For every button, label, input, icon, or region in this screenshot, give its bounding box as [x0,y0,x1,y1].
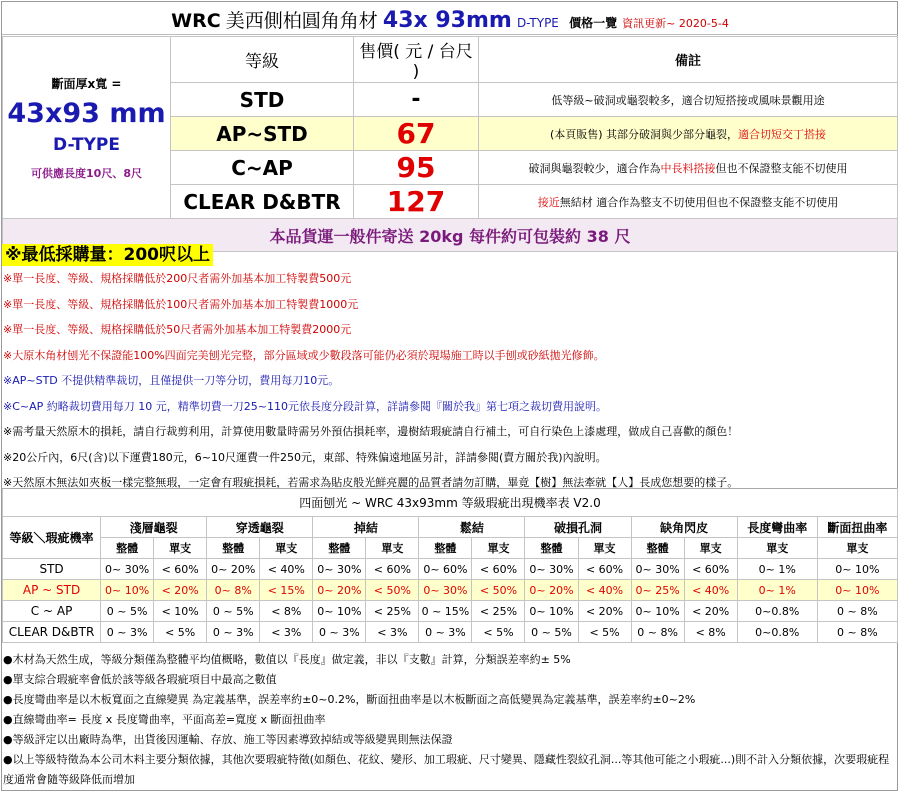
footnote-line: ●單支綜合瑕疵率會低於該等級各瑕疵項目中最高之數值 [3,673,277,686]
price-cell: 67 [354,117,479,151]
note-line: ※單一長度、等級、規格採購低於100尺者需外加基本加工特製費1000元 [3,297,359,311]
defect-row-c-ap [3,601,898,622]
rate-cell: < 20% [154,580,207,601]
note-line: ※C~AP 約略裁切費用每刀 10 元，精準切費一刀25~110元依長度分段計算，詳請參閱『關於我』第七項之裁切費用說明。 [3,399,607,413]
rate-cell: < 5% [472,622,525,643]
note-text-tail: 無結材 適合作為整支不切使用但也不保證整支能不切使用 [559,195,839,209]
rate-cell: 0~ 1% [737,580,817,601]
rate-cell: 0 ~ 5% [525,622,578,643]
footnote-line: ●以上等級特徵為本公司木料主要分類依據，其他次要瑕疵特徵(如顏色、花紋、變形、加工瑕疵、尺寸變異、隱藏性裂紋孔洞...等其他可能之小瑕疵...)則不計入分類依據，次要瑕疵程度通常會隨等級降低而增加 [3,753,890,786]
grade-cell: STD [171,83,354,117]
note-text: 破洞與龜裂較少，適合作為 [528,161,661,175]
sub-header-whole: 整體 [631,538,684,559]
rate-cell: < 40% [578,580,631,601]
footnote-line: ●長度彎曲率是以木板寬面之直線變異 為定義基準，誤差率約±0~0.2%，斷面扭曲率是以木板斷面之高低變異為定義基準，誤差率約±0~2% [3,693,696,706]
rate-cell: 0~ 60% [419,559,472,580]
rate-cell: 0~ 10% [101,580,154,601]
spec-type: D-TYPE [53,134,120,155]
note-highlight: 中長料搭接 [660,161,716,175]
note-line: ※需考量天然原木的損耗，請自行裁剪利用，計算使用數量時需另外預估損耗率，邊樹結瑕疵請自行補土，可自行染色上漆處理，做成自己喜歡的顏色！ [3,425,739,438]
rate-cell: < 25% [366,601,419,622]
rate-cell: < 25% [472,601,525,622]
sub-header-single: 單支 [578,538,631,559]
rate-cell: 0~ 25% [631,580,684,601]
rate-cell: 0 ~ 3% [207,622,260,643]
product-name: 美西側柏圓角角材 [225,10,378,32]
sub-header-single: 單支 [737,538,817,559]
price-table [2,36,898,252]
sub-header-whole: 整體 [207,538,260,559]
product-size: 43x 93mm [382,8,512,33]
rate-cell: < 10% [154,601,207,622]
spec-label: 斷面厚x寬 = [51,76,122,91]
note-text-tail: 但也不保證整支能不切使用 [715,161,848,175]
sub-header-single: 單支 [154,538,207,559]
note-highlight: 適合切短交丁搭接 [738,127,827,141]
update-date: 資訊更新~ 2020-5-4 [622,17,729,30]
note-line: ※AP~STD 不提供精準裁切，且僅提供一刀等分切，費用每刀10元。 [3,374,340,387]
sub-header-single: 單支 [260,538,313,559]
sub-header-single: 單支 [366,538,419,559]
rate-cell: 0~ 10% [313,601,366,622]
grade-cell: AP~STD [171,117,354,151]
rate-cell: 0~ 8% [207,580,260,601]
rate-cell: 0 ~ 8% [817,622,897,643]
rate-cell: < 60% [472,559,525,580]
rate-cell: 0~ 30% [631,559,684,580]
rate-cell: 0~ 20% [313,580,366,601]
note-cell [479,185,898,219]
rate-cell: 0~ 10% [631,601,684,622]
rate-cell: 0~ 30% [313,559,366,580]
footnotes [2,650,898,790]
spec-cell [3,37,171,219]
price-list-label: 價格一覽 [569,16,618,30]
group-header: 淺層龜裂 [101,517,207,538]
note-header: 備註 [479,37,898,83]
note-cell [479,151,898,185]
group-header: 破損孔洞 [525,517,631,538]
group-header: 斷面扭曲率 [817,517,897,538]
footnote-line: ●直線彎曲率= 長度 x 長度彎曲率，平面高差=寬度 x 斷面扭曲率 [3,713,326,726]
rate-cell: 0~ 30% [525,559,578,580]
note-cell [479,83,898,117]
grade-cell: C~AP [171,151,354,185]
sub-header-whole: 整體 [419,538,472,559]
sub-header-single: 單支 [472,538,525,559]
row-header: 等級＼瑕疵機率 [3,517,101,559]
rate-cell: 0~ 20% [207,559,260,580]
rate-cell: < 60% [366,559,419,580]
note-line: ※天然原木無法如夾板一樣完整無瑕，一定會有瑕疵損耗，若需求為貼皮般光鮮亮麗的品質者請勿訂購，畢竟【樹】無法牽就【人】長成您想要的樣子。 [3,476,739,489]
rate-cell: 0 ~ 8% [817,601,897,622]
defect-row-std [3,559,898,580]
grade-name: STD [3,559,101,580]
spec-lengths: 可供應長度10尺、8尺 [31,166,142,180]
rate-cell: 0~ 10% [817,580,897,601]
note-line: ※大原木角材刨光不保證能100%四面完美刨光完整，部分區域或少數段落可能仍必須於現場施工時以手刨或砂紙拋光修飾。 [3,348,605,362]
rate-cell: 0 ~ 3% [419,622,472,643]
rate-cell: < 60% [578,559,631,580]
rate-cell: < 5% [578,622,631,643]
group-header: 鬆結 [419,517,525,538]
footnote-line: ●木材為天然生成，等級分類僅為整體平均值概略，數值以『長度』做定義，非以『支數』計算，分類誤差率約± 5% [3,653,571,666]
page-title [2,2,898,35]
rate-cell: 0 ~ 3% [313,622,366,643]
group-header: 缺角閃皮 [631,517,737,538]
rate-cell: < 20% [578,601,631,622]
rate-cell: < 3% [260,622,313,643]
rate-cell: < 40% [684,580,737,601]
note-highlight: 接近 [537,195,560,209]
rate-cell: 0 ~ 15% [419,601,472,622]
rate-cell: < 50% [366,580,419,601]
rate-cell: 0~ 10% [817,559,897,580]
price-cell: 127 [354,185,479,219]
grade-name: CLEAR D&BTR [3,622,101,643]
rate-cell: 0~ 30% [419,580,472,601]
rate-cell: 0~ 30% [101,559,154,580]
grade-name: AP ~ STD [3,580,101,601]
sub-header-whole: 整體 [525,538,578,559]
defect-row-clear [3,622,898,643]
note-line: ※20公斤內，6尺(含)以下運費180元，6~10尺運費一件250元，東部、特殊偏遠地區另計，詳請參閱(賣方關於我)內說明。 [3,450,607,464]
sub-header-single: 單支 [817,538,897,559]
product-type: D-TYPE [516,16,559,30]
rate-cell: < 60% [154,559,207,580]
defect-row-ap-std [3,580,898,601]
sub-header-single: 單支 [684,538,737,559]
price-cell: 95 [354,151,479,185]
rate-cell: < 15% [260,580,313,601]
note-text: (本頁販售) 其部分破洞與少部分龜裂， [549,127,739,141]
footnote-line: ●等級評定以出廠時為準，出貨後因運輸、存放、施工等因素導致掉結或等級變異則無法保證 [3,733,453,746]
defect-table-caption: 四面刨光 ~ WRC 43x93mm 等級瑕疵出現機率表 V2.0 [3,489,898,517]
rate-cell: 0 ~ 8% [631,622,684,643]
sub-header-whole: 整體 [313,538,366,559]
group-header: 穿透龜裂 [207,517,313,538]
price-header: 售價( 元 / 台尺 ) [354,37,479,83]
rate-cell: 0 ~ 5% [207,601,260,622]
rate-cell: < 60% [684,559,737,580]
rate-cell: < 8% [260,601,313,622]
grade-cell: CLEAR D&BTR [171,185,354,219]
rate-cell: 0 ~ 3% [101,622,154,643]
note-line: ※單一長度、等級、規格採購低於200尺者需外加基本加工特製費500元 [3,272,352,285]
group-header: 長度彎曲率 [737,517,817,538]
note-cell [479,117,898,151]
sub-header-whole: 整體 [101,538,154,559]
defect-rate-table [2,488,898,643]
min-purchase-banner: ※最低採購量：200呎以上 [2,244,213,266]
brand-label: WRC [171,10,221,32]
rate-cell: 0 ~ 5% [101,601,154,622]
rate-cell: 0~0.8% [737,622,817,643]
purchase-notes [2,244,898,496]
rate-cell: < 3% [366,622,419,643]
rate-cell: 0~ 10% [525,601,578,622]
price-cell: - [354,83,479,117]
grade-name: C ~ AP [3,601,101,622]
rate-cell: < 20% [684,601,737,622]
rate-cell: 0~ 1% [737,559,817,580]
note-text: 低等級~破洞或龜裂較多，適合切短搭接或風味景觀用途 [551,93,825,107]
grade-header: 等級 [171,37,354,83]
spec-size: 43x93 mm [7,97,166,129]
group-header: 掉結 [313,517,419,538]
rate-cell: 0~0.8% [737,601,817,622]
rate-cell: 0~ 20% [525,580,578,601]
rate-cell: < 50% [472,580,525,601]
rate-cell: < 5% [154,622,207,643]
rate-cell: < 40% [260,559,313,580]
shipping-note: 本品貨運一般件寄送 20kg 每件約可包裝約 38 尺 [3,219,898,252]
rate-cell: < 8% [684,622,737,643]
note-line: ※單一長度、等級、規格採購低於50尺者需外加基本加工特製費2000元 [3,323,352,336]
